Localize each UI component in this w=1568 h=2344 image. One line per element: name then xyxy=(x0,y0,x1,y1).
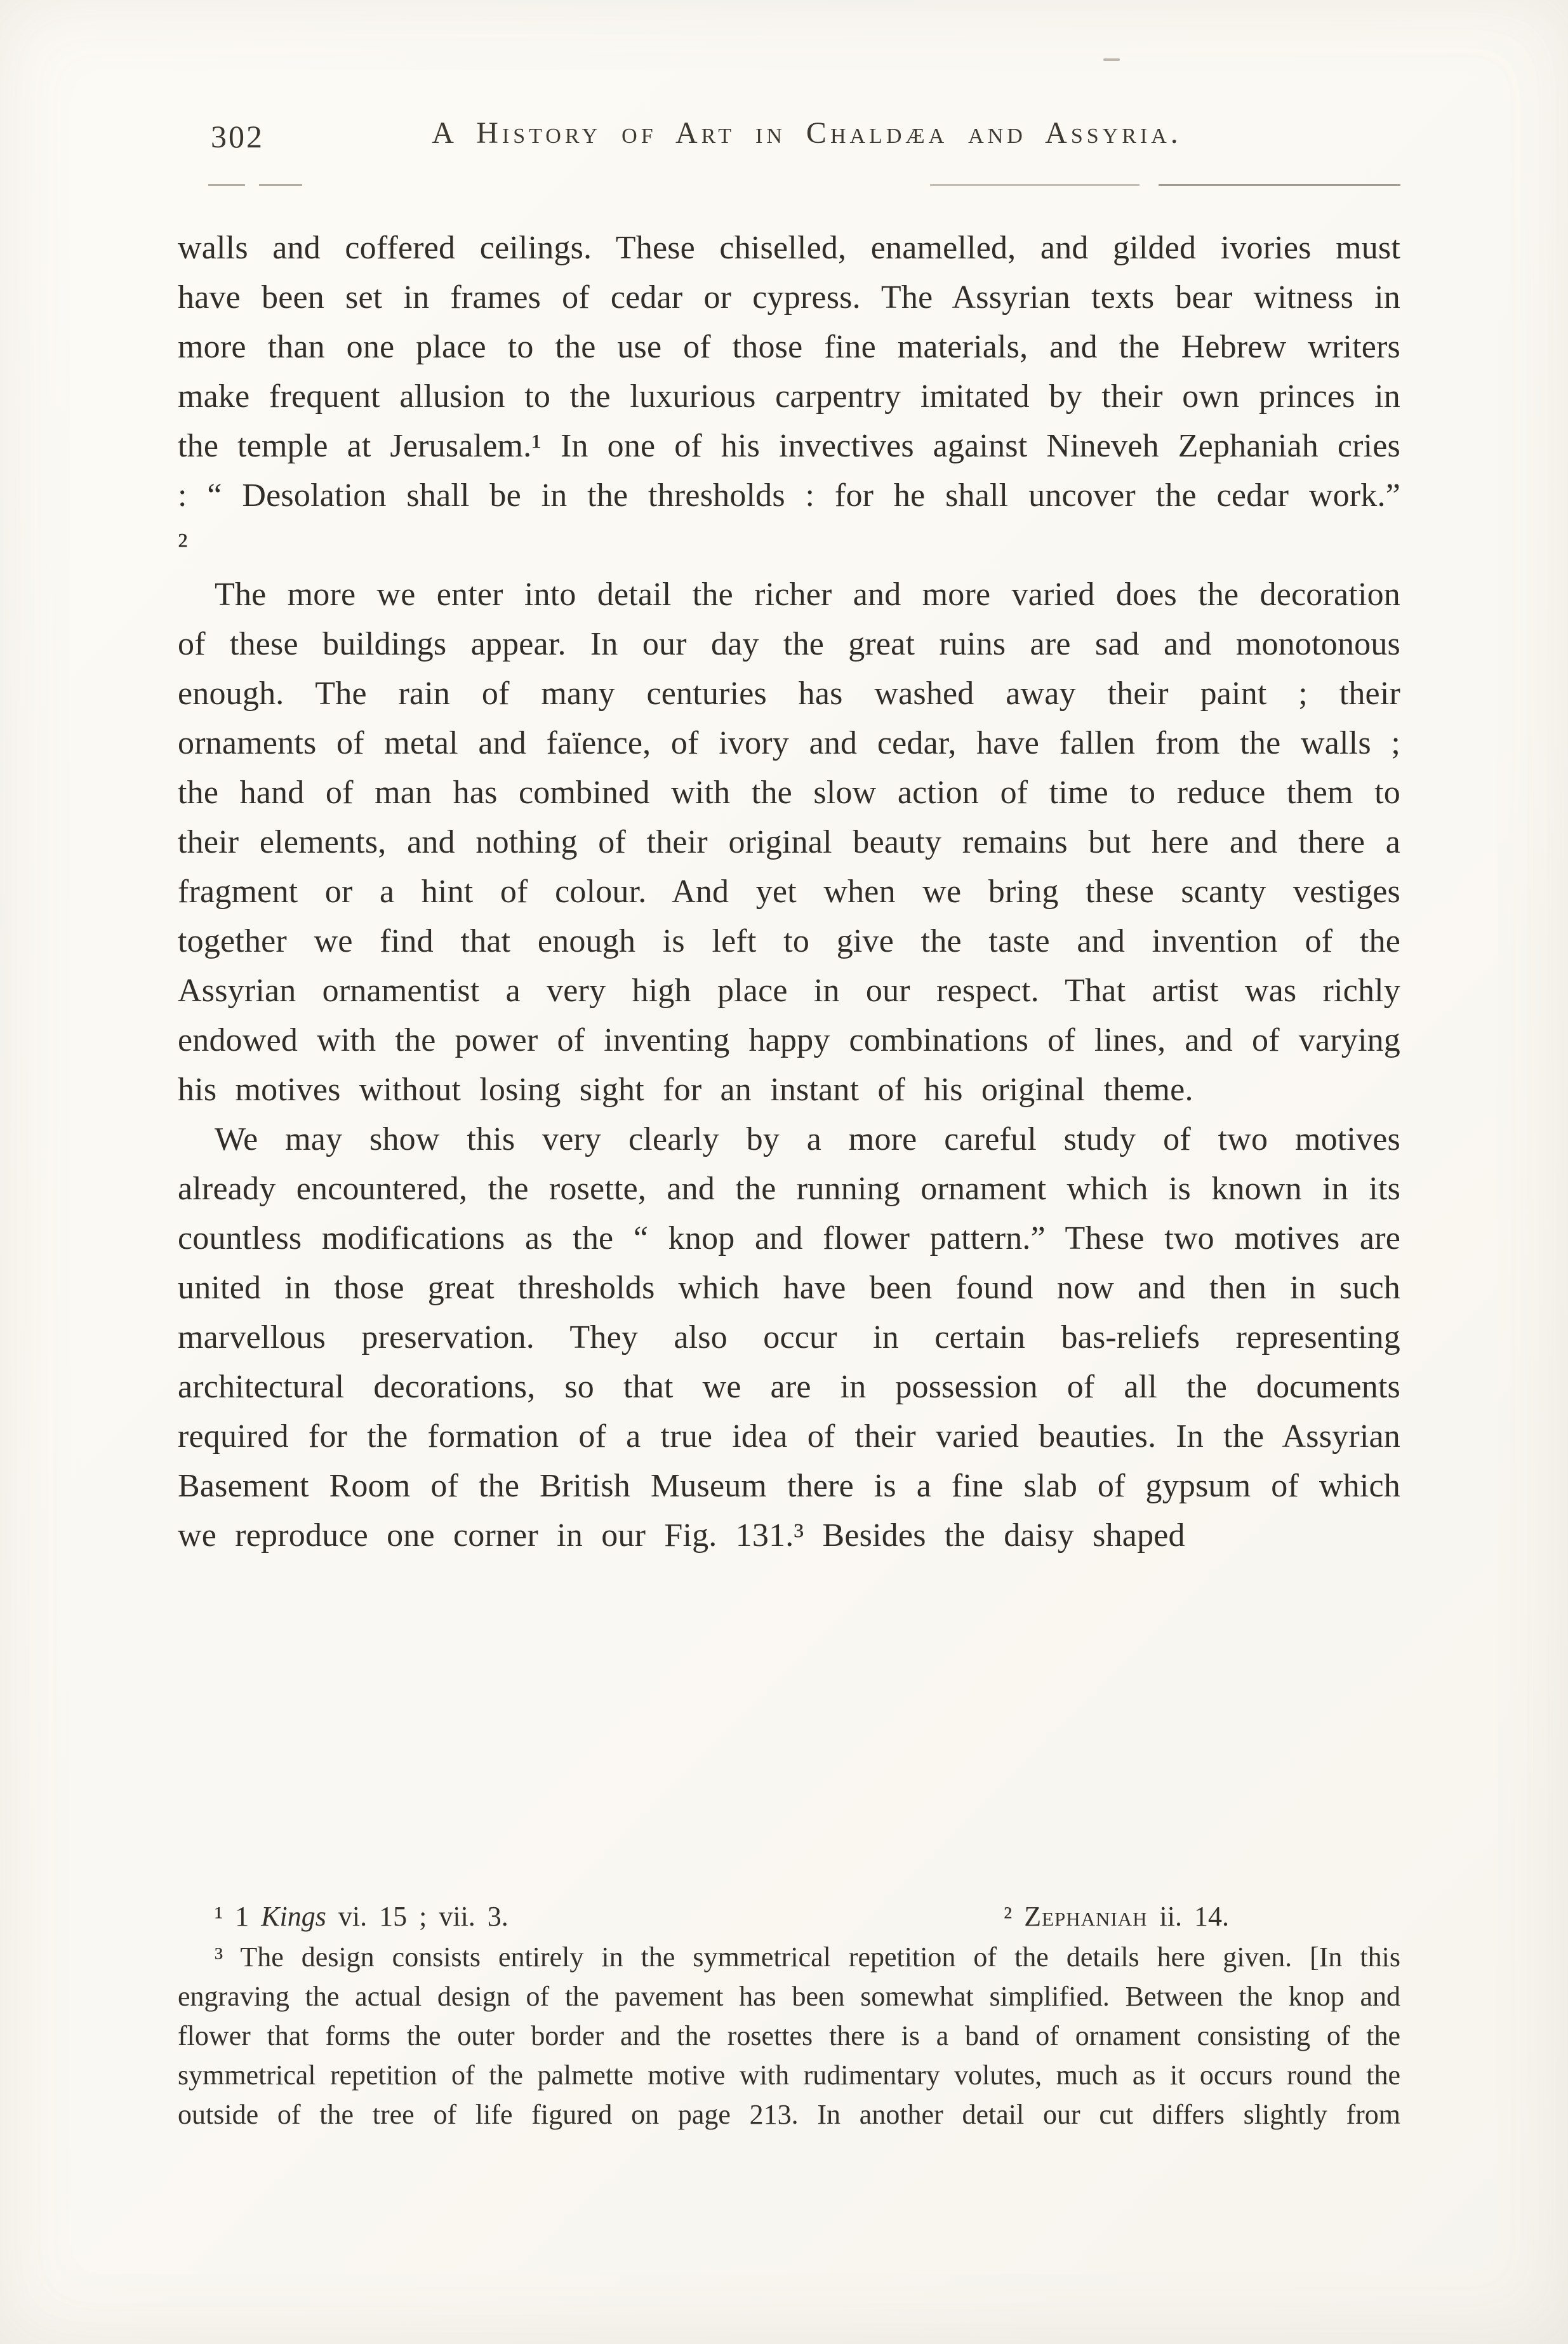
footnote-line xyxy=(178,1897,1400,1936)
page-body xyxy=(178,223,1400,1561)
footnote-3: ³ The design consists entirely in the symmetrical repetition of the details here given. [In this engraving the actual design of the pavement has been somewhat simplified. Between the knop and flower that forms the outer border and the rosettes there is a band of ornament consisting of the symmetrical repetition of the palmette motive with rudimentary volutes, much as it occurs round the outside of the tree of life figured on page 213. In another detail our cut differs slightly from xyxy=(178,1941,1400,2130)
header-rule xyxy=(178,184,1400,187)
rule-segment xyxy=(930,184,1139,186)
footnote-2-marker: ² xyxy=(1004,1901,1025,1932)
running-title: A History of Art in Chaldæa and Assyria. xyxy=(432,116,1182,150)
footnote-1-pre: 1 xyxy=(235,1901,262,1932)
paragraph-2: The more we enter into detail the richer and more varied does the decoration of these buildings appear. In our day the great ruins are sad and monotonous enough. The rain of many centuries has washed away their paint ; their ornaments of metal and faïence, of ivory and cedar, have fallen from the walls ; the hand of man has combined with the slow action of time to reduce them to their elements, and nothing of their original beauty remains but here and there a fragment or a hint of colour. And yet when we bring these scanty vestiges together we find that enough is left to give the taste and invention of the Assyrian ornamentist a very high place in our respect. That artist was richly endowed with the power of inventing happy combinations of lines, and of varying his motives without losing sight for an instant of his original theme. xyxy=(178,576,1400,1108)
paragraph-1: walls and coffered ceilings. These chiselled, enamelled, and gilded ivories must have been set in frames of cedar or cypress. The Assyrian texts bear witness in more than one place to the use of those fine materials, and the Hebrew writers make frequent allusion to the luxurious carpentry imitated by their own princes in the temple at Jerusalem.¹ In one of his invectives against Nineveh Zephaniah cries : “ Desolation shall be in the thresholds : for he shall uncover the cedar work.” ² xyxy=(178,230,1400,563)
paragraph-3: We may show this very clearly by a more careful study of two motives already encountered, the rosette, and the running ornament which is known in its countless modifications as the “ knop and flower pattern.” These two motives are united in those great thresholds which have been found now and then in such marvellous preservation. They also occur in certain bas-reliefs representing architectural decorations, so that we are in possession of all the documents required for the formation of a true idea of their varied beauties. In the Assyrian Basement Room of the British Museum there is a fine slab of gypsum of which we reproduce one corner in our Fig. 131.³ Besides the daisy shaped xyxy=(178,1121,1400,1554)
footnote-1-rest: vi. 15 ; vii. 3. xyxy=(326,1901,508,1932)
footnote-1-book-title: Kings xyxy=(261,1901,326,1932)
page-header xyxy=(178,116,1400,156)
footnote-2 xyxy=(1004,1897,1229,1936)
footnotes xyxy=(178,1897,1400,2134)
scan-artifact xyxy=(1103,58,1120,61)
page-number: 302 xyxy=(211,119,264,154)
footnote-2-name: Zephaniah xyxy=(1024,1901,1148,1932)
footnote-1 xyxy=(215,1897,508,1936)
rule-dash xyxy=(259,184,302,186)
footnote-2-rest: ii. 14. xyxy=(1147,1901,1229,1932)
rule-segment xyxy=(1159,184,1400,186)
footnote-1-marker: ¹ xyxy=(215,1901,236,1932)
rule-dash xyxy=(208,184,245,186)
